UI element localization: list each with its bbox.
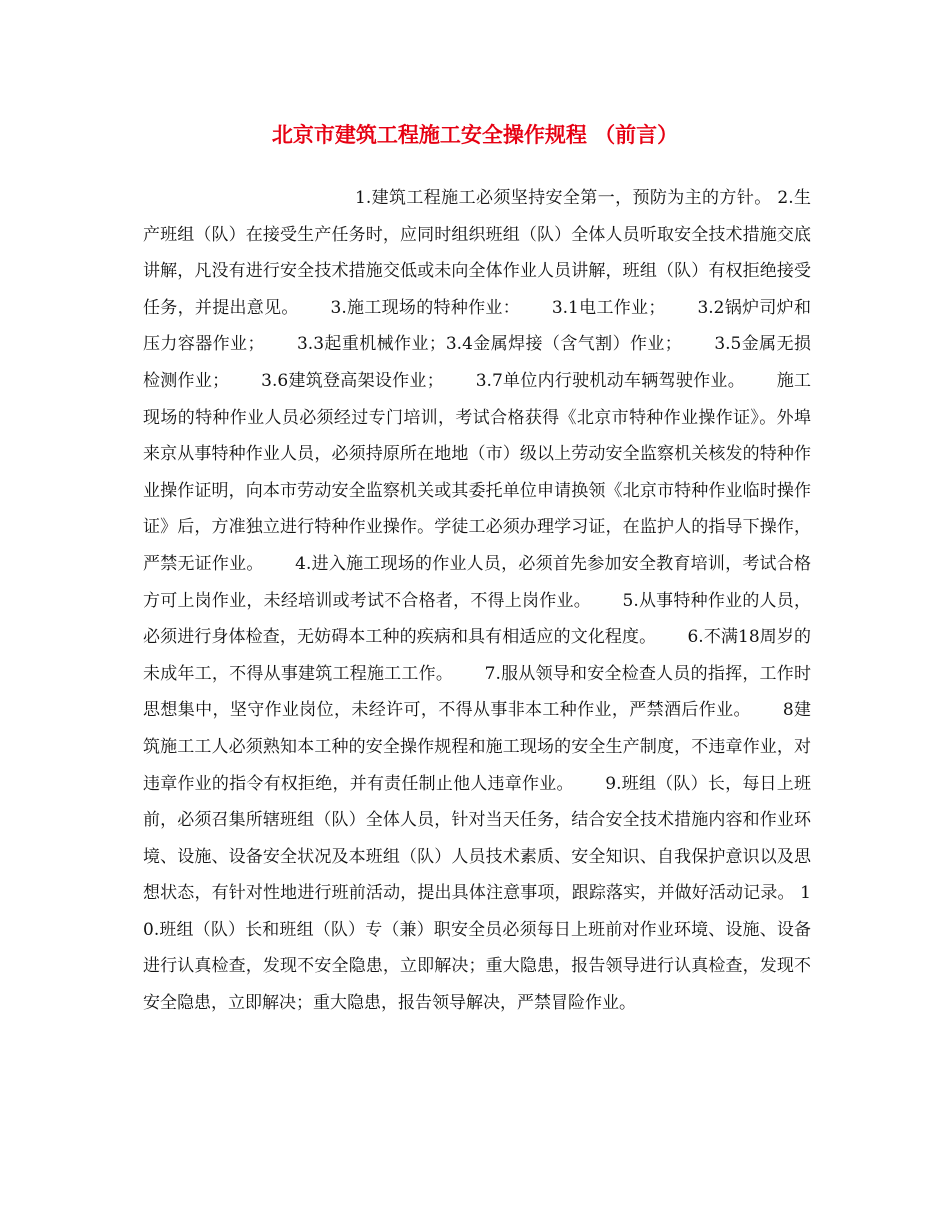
document-body: 1.建筑工程施工必须坚持安全第一，预防为主的方针。 2.生产班组（队）在接受生产任务时，应同时组织班组（队）全体人员听取安全技术措施交底讲解，凡没有进行安全技术措施交低或未向全体作业人员讲解，班组（队）有权拒绝接受任务，并提出意见。 3.施工现场的特种作业： 3.1电工作业； 3.2锅炉司炉和压力容器作业； 3.3起重机械作业；3.4金属焊接（含气割）作业； 3.5金属无损检测作业； 3.6建筑登高架设作业； 3.7单位内行驶机动车辆驾驶作业。 施工现场的特种作业人员必须经过专门培训，考试合格获得《北京市特种作业操作证》。外埠来京从事特种作业人员，必须持原所在地地（市）级以上劳动安全监察机关核发的特种作业操作证明，向本市劳动安全监察机关或其委托单位申请换领《北京市特种作业临时操作证》后，方准独立进行特种作业操作。学徒工必须办理学习证，在监护人的指导下操作，严禁无证作业。 4.进入施工现场的作业人员，必须首先参加安全教育培训，考试合格方可上岗作业，未经培训或考试不合格者，不得上岗作业。 5.从事特种作业的人员，必须进行身体检查，无妨碍本工种的疾病和具有相适应的文化程度。 6.不满18周岁的未成年工，不得从事建筑工程施工工作。 7.服从领导和安全检查人员的指挥，工作时思想集中，坚守作业岗位，未经许可，不得从事非本工种作业，严禁酒后作业。 8建筑施工工人必须熟知本工种的安全操作规程和施工现场的安全生产制度，不违章作业，对违章作业的指令有权拒绝，并有责任制止他人违章作业。 9.班组（队）长，每日上班前，必须召集所辖班组（队）全体人员，针对当天任务，结合安全技术措施内容和作业环境、设施、设备安全状况及本班组（队）人员技术素质、安全知识、自我保护意识以及思想状态，有针对性地进行班前活动，提出具体注意事项，跟踪落实，并做好活动记录。 10.班组（队）长和班组（队）专（兼）职安全员必须每日上班前对作业环境、设施、设备进行认真检查，发现不安全隐患，立即解决；重大隐患，报告领导进行认真检查，发现不安全隐患，立即解决；重大隐患，报告领导解决，严禁冒险作业。	[143, 188, 811, 1014]
document-title: 北京市建筑工程施工安全操作规程 （前言）	[271, 122, 679, 147]
